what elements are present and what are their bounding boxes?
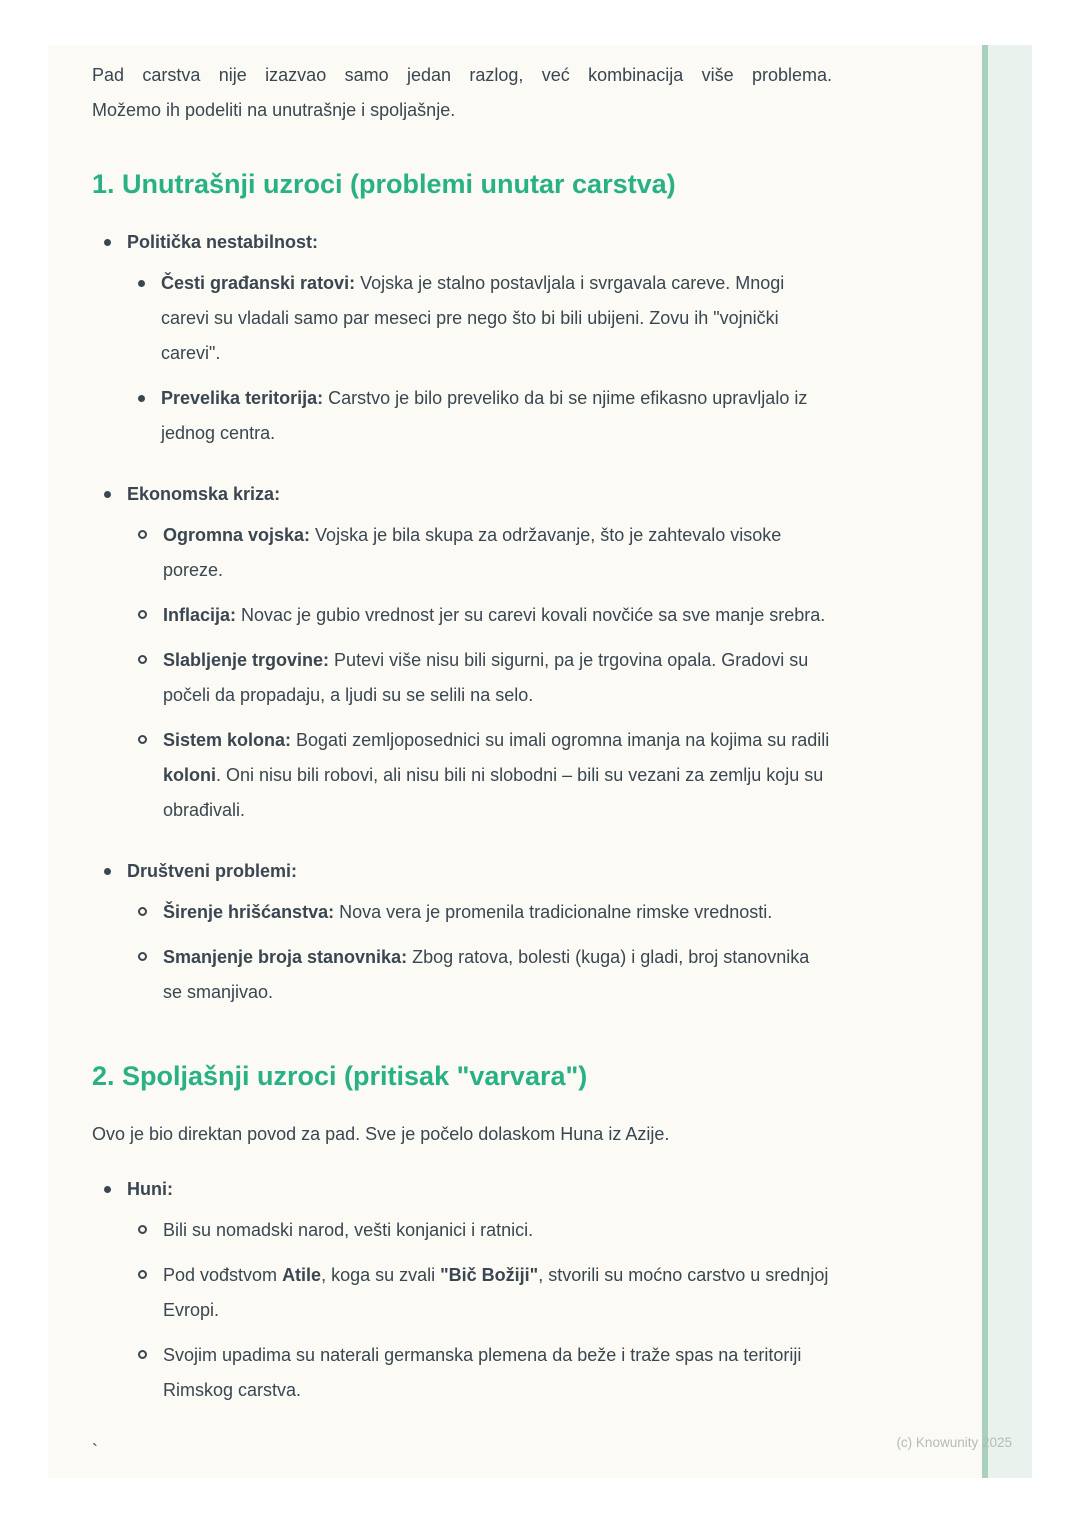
list-item-body (163, 1338, 832, 1408)
disc-bullet-icon (138, 280, 145, 287)
bold-lead-text: Smanjenje broja stanovnika: (163, 947, 408, 967)
plain-text: Putevi više nisu bili sigurni, pa je trgovina opala. Gradovi su počeli da propadaju, a ljudi su se selili na selo. (163, 650, 809, 705)
list-item-text (163, 947, 809, 1002)
copyright-footer: (c) Knowunity 2025 (896, 1435, 1012, 1450)
intro-line-1: Pad carstva nije izazvao samo jedan razlog, već kombinacija više problema. (92, 65, 832, 85)
plain-text: Bili su nomadski narod, vešti konjanici i ratnici. (163, 1220, 534, 1240)
bold-lead-text: Inflacija: (163, 605, 237, 625)
list-item-text (127, 861, 297, 881)
plain-text: . Oni nisu bili robovi, ali nisu bili ni slobodni – bili su vezani za zemlju koju su obrađivali. (163, 765, 824, 820)
circle-bullet-icon (138, 907, 147, 916)
list-item (127, 723, 832, 828)
bold-lead-text: Sistem kolona: (163, 730, 292, 750)
list-item-text (163, 1345, 801, 1400)
list-item (127, 381, 832, 451)
bold-lead-text: Atile (282, 1265, 322, 1285)
list-item-body (127, 854, 832, 1020)
plain-text: , stvorili su moćno carstvo u srednjoj Evropi. (163, 1265, 829, 1320)
circle-bullet-icon (138, 735, 147, 744)
list-item (92, 1172, 832, 1418)
list-item-text (163, 525, 781, 580)
disc-bullet-icon (104, 239, 111, 246)
list-item (127, 643, 832, 713)
disc-bullet-icon (104, 491, 111, 498)
plain-text: Vojska je stalno postavljala i svrgavala careve. Mnogi carevi su vladali samo par meseci pre nego što bi bili ubijeni. Zovu ih "vojnički carevi". (161, 273, 785, 363)
list-item (127, 940, 832, 1010)
disc-bullet-icon (104, 868, 111, 875)
list-item (127, 1338, 832, 1408)
list-item-text (163, 902, 772, 922)
plain-text: Svojim upadima su naterali germanska plemena da beže i traže spas na teritoriji Rimskog carstva. (163, 1345, 802, 1400)
bullet-list-l2 (127, 1213, 832, 1408)
bold-lead-text: Huni: (127, 1179, 173, 1199)
list-item-body (163, 723, 832, 828)
list-item (92, 854, 832, 1020)
intro-line-2: Možemo ih podeliti na unutrašnje i spoljašnje. (92, 100, 456, 120)
list-item-body (127, 1172, 832, 1418)
list-item (127, 1258, 832, 1328)
bold-lead-text: koloni (163, 765, 216, 785)
list-item-text (127, 484, 280, 504)
list-item-body (163, 518, 832, 588)
list-item-body (127, 477, 832, 838)
plain-text: Vojska je bila skupa za održavanje, što je zahtevalo visoke poreze. (163, 525, 782, 580)
bold-lead-text: Širenje hrišćanstva: (163, 902, 335, 922)
content-area (48, 45, 832, 1469)
disc-bullet-icon (138, 395, 145, 402)
bold-lead-text: "Bič Božiji" (440, 1265, 539, 1285)
section-heading: 1. Unutrašnji uzroci (problemi unutar carstva) (92, 169, 676, 199)
list-item-text (127, 232, 318, 252)
section-heading: 2. Spoljašnji uzroci (pritisak "varvara") (92, 1061, 588, 1091)
bullet-list-l1 (92, 225, 832, 1020)
bullet-list-l2 (127, 895, 832, 1010)
trailing-backtick: ` (92, 1441, 98, 1461)
bold-lead-text: Društveni problemi: (127, 861, 298, 881)
list-item-text (127, 1179, 173, 1199)
list-item (92, 225, 832, 461)
list-item (127, 1213, 832, 1248)
section-1 (92, 166, 832, 1020)
bold-lead-text: Ogromna vojska: (163, 525, 311, 545)
bold-lead-text: Ekonomska kriza: (127, 484, 281, 504)
bullet-list-l1 (92, 1172, 832, 1418)
list-item (127, 895, 832, 930)
circle-bullet-icon (138, 1225, 147, 1234)
section-paragraph: Ovo je bio direktan povod za pad. Sve je počelo dolaskom Huna iz Azije. (92, 1124, 670, 1144)
list-item (127, 266, 832, 371)
circle-bullet-icon (138, 610, 147, 619)
circle-bullet-icon (138, 952, 147, 961)
circle-bullet-icon (138, 530, 147, 539)
list-item-body (161, 381, 832, 451)
section-2 (92, 1058, 832, 1418)
list-item-body (163, 1213, 832, 1248)
plain-text: , koga su zvali (321, 1265, 441, 1285)
list-item-text (161, 273, 784, 363)
list-item-text (161, 388, 807, 443)
list-item-body (163, 1258, 832, 1328)
list-item-text (163, 650, 808, 705)
plain-text: Pod vođstvom (163, 1265, 283, 1285)
list-item-body (127, 225, 832, 461)
list-item-body (163, 940, 832, 1010)
bullet-list-l2 (127, 518, 832, 828)
list-item-text (163, 730, 829, 820)
sections-container (92, 166, 832, 1418)
circle-bullet-icon (138, 1270, 147, 1279)
plain-text: Nova vera je promenila tradicionalne rimske vrednosti. (334, 902, 773, 922)
list-item-body (163, 598, 832, 633)
bold-lead-text: Prevelika teritorija: (161, 388, 324, 408)
plain-text: Bogati zemljoposednici su imali ogromna imanja na kojima su radili (291, 730, 830, 750)
plain-text: Zbog ratova, bolesti (kuga) i gladi, broj stanovnika se smanjivao. (163, 947, 810, 1002)
list-item (92, 477, 832, 838)
list-item (127, 518, 832, 588)
bullet-list-l2 (127, 266, 832, 451)
plain-text: Novac je gubio vrednost jer su carevi kovali novčiće sa sve manje srebra. (236, 605, 826, 625)
list-item-body (163, 643, 832, 713)
plain-text: Carstvo je bilo preveliko da bi se njime efikasno upravljalo iz jednog centra. (161, 388, 808, 443)
highlight-stripe (982, 45, 1032, 1478)
list-item-text (163, 1220, 533, 1240)
list-item-body (163, 895, 832, 930)
list-item-text (163, 1265, 828, 1320)
list-item-body (161, 266, 832, 371)
list-item-text (163, 605, 825, 625)
circle-bullet-icon (138, 1350, 147, 1359)
circle-bullet-icon (138, 655, 147, 664)
bold-lead-text: Česti građanski ratovi: (161, 273, 356, 293)
content-card (48, 45, 1032, 1478)
bold-lead-text: Politička nestabilnost: (127, 232, 319, 252)
disc-bullet-icon (104, 1186, 111, 1193)
bold-lead-text: Slabljenje trgovine: (163, 650, 330, 670)
list-item (127, 598, 832, 633)
